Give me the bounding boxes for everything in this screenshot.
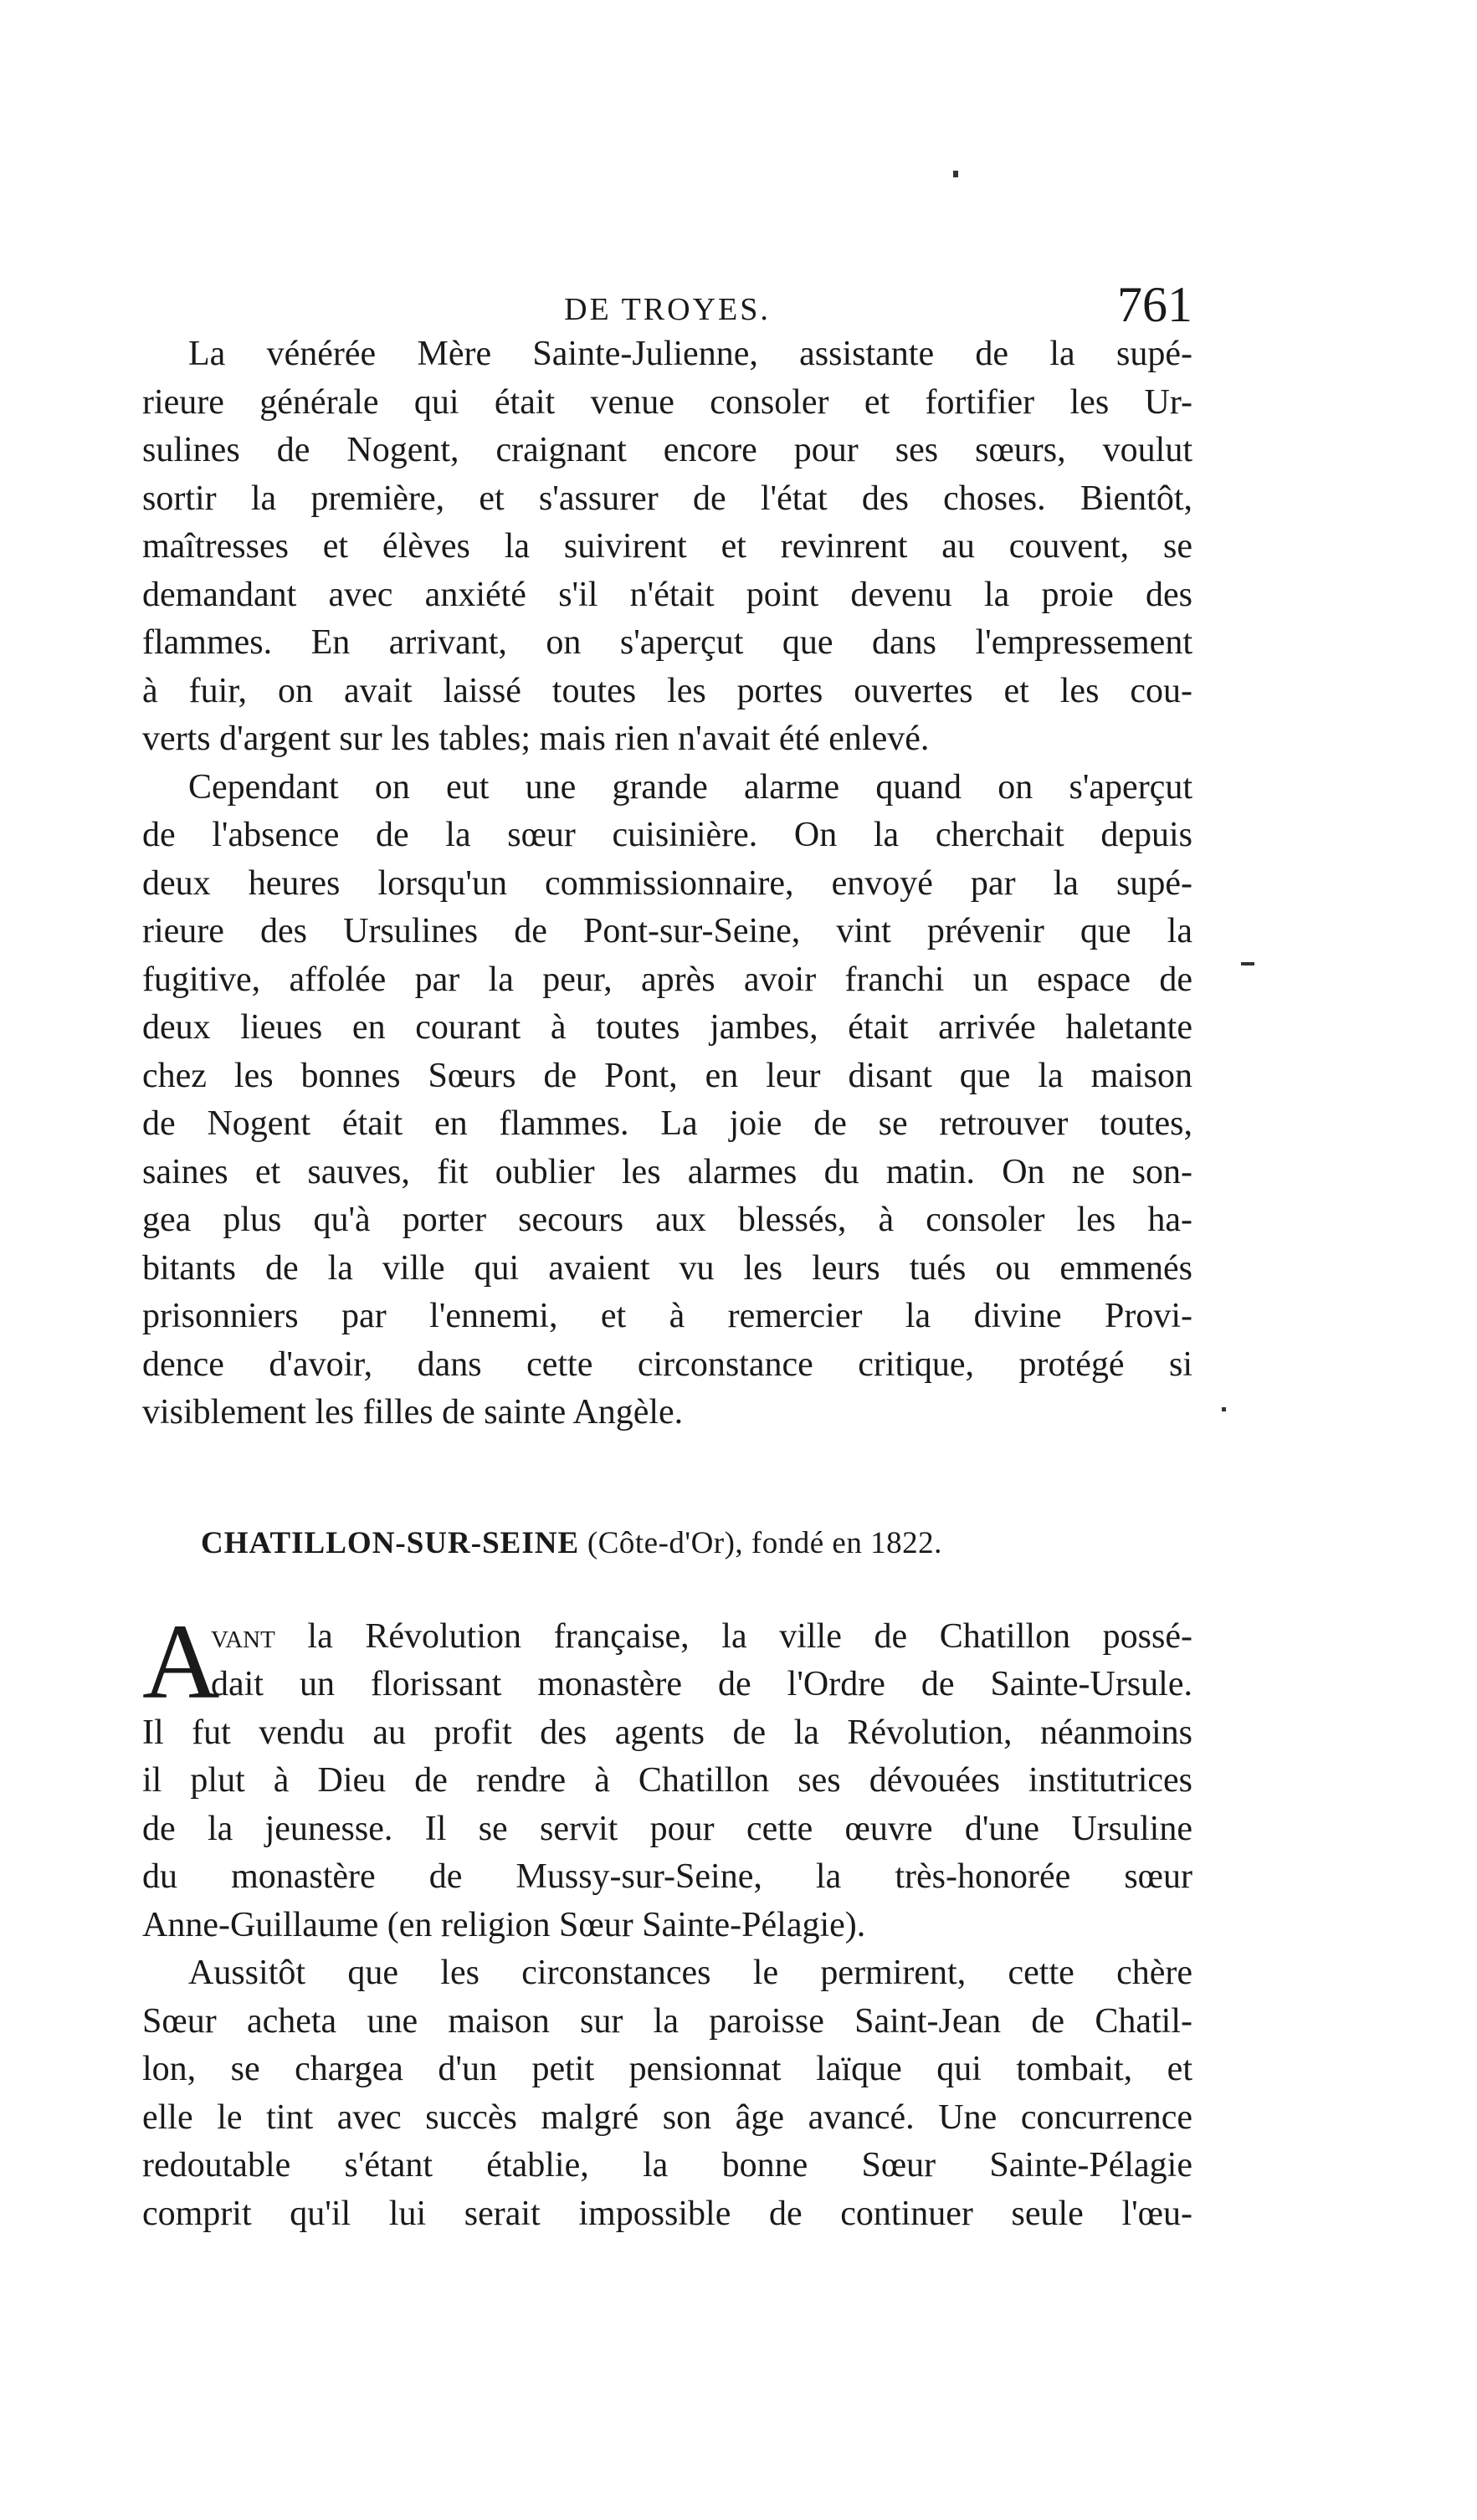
text-line: demandant avec anxiété s'il n'était point devenu la proie des <box>142 575 1192 614</box>
text-line: fugitive, affolée par la peur, après avoir franchi un espace de <box>142 960 1192 999</box>
text-line: dence d'avoir, dans cette circonstance critique, protégé si <box>142 1345 1192 1384</box>
text-line: prisonniers par l'ennemi, et à remercier la divine Provi- <box>142 1297 1192 1335</box>
text-line: lon, se chargea d'un petit pensionnat laïque qui tombait, et <box>142 2050 1192 2088</box>
paragraph <box>142 764 1192 1437</box>
ink-speck <box>953 171 958 177</box>
text-line: du monastère de Mussy-sur-Seine, la très-honorée sœur <box>142 1857 1192 1896</box>
text-line: Aussitôt que les circonstances le permirent, cette chère <box>188 1954 1192 1992</box>
text-line: verts d'argent sur les tables; mais rien n'avait été enlevé. <box>142 720 930 758</box>
text-line: rieure générale qui était venue consoler et fortifier les Ur- <box>142 382 1192 422</box>
text-line: saines et sauves, fit oublier les alarmes du matin. On ne son- <box>142 1152 1192 1191</box>
text-line: de l'absence de la sœur cuisinière. On la cherchait depuis <box>142 816 1192 854</box>
text-run: la Révolution française, la ville de Chatillon possé- <box>274 1616 1192 1656</box>
text-line <box>142 1613 1192 1662</box>
paragraph <box>142 1949 1192 2238</box>
text-line: deux lieues en courant à toutes jambes, était arrivée haletante <box>142 1008 1192 1047</box>
paragraph <box>142 330 1192 764</box>
text-line: La vénérée Mère Sainte-Julienne, assistante de la supé- <box>188 335 1192 373</box>
text-line: Sœur acheta une maison sur la paroisse Saint-Jean de Chatil- <box>142 2001 1192 2041</box>
text-line: de Nogent était en flammes. La joie de se retrouver toutes, <box>142 1104 1192 1143</box>
drop-cap: A <box>142 1601 220 1721</box>
text-line: Cependant on eut une grande alarme quand on s'aperçut <box>188 767 1192 807</box>
text-line: redoutable s'étant établie, la bonne Sœur Sainte-Pélagie <box>142 2146 1192 2185</box>
text-line: deux heures lorsqu'un commissionnaire, envoyé par la supé- <box>142 863 1192 903</box>
text-line: il plut à Dieu de rendre à Chatillon ses dévouées institutrices <box>142 1761 1192 1800</box>
body-text <box>142 330 1192 2238</box>
text-line: visiblement les filles de sainte Angèle. <box>142 1393 684 1432</box>
text-line: de la jeunesse. Il se servit pour cette œuvre d'une Ursuline <box>142 1809 1192 1848</box>
text-line: dait un florissant monastère de l'Ordre de Sainte-Ursule. <box>211 1665 1192 1703</box>
text-line: elle le tint avec succès malgré son âge avancé. Une concurrence <box>142 2097 1192 2137</box>
text-line: Anne-Guillaume (en religion Sœur Sainte-Pélagie). <box>142 1905 866 1944</box>
text-line: sulines de Nogent, craignant encore pour ses sœurs, voulut <box>142 431 1192 469</box>
paragraph <box>142 1601 1192 1950</box>
section-heading-details: (Côte-d'Or), fondé en 1822. <box>579 1525 942 1560</box>
text-line: gea plus qu'à porter secours aux blessés, à consoler les ha- <box>142 1201 1192 1239</box>
ink-speck <box>1222 1407 1226 1411</box>
text-line: sortir la première, et s'assurer de l'état des choses. Bientôt, <box>142 479 1192 518</box>
running-title: DE TROYES. <box>564 292 771 327</box>
text-line: comprit qu'il lui serait impossible de continuer seule l'œu- <box>142 2194 1192 2233</box>
small-caps-word: vant <box>211 1616 275 1656</box>
text-line: Il fut vendu au profit des agents de la Révolution, néanmoins <box>142 1713 1192 1752</box>
spacer <box>142 1573 1192 1613</box>
section-heading-place: CHATILLON-SUR-SEINE <box>201 1525 580 1560</box>
section-heading <box>142 1514 1192 1573</box>
spacer <box>142 1437 1192 1514</box>
page-number: 761 <box>1117 277 1192 332</box>
text-line: chez les bonnes Sœurs de Pont, en leur disant que la maison <box>142 1056 1192 1095</box>
text-line: flammes. En arrivant, on s'aperçut que dans l'empressement <box>142 623 1192 662</box>
ink-speck <box>1241 962 1254 965</box>
text-line: bitants de la ville qui avaient vu les leurs tués ou emmenés <box>142 1248 1192 1288</box>
text-line: rieure des Ursulines de Pont-sur-Seine, vint prévenir que la <box>142 912 1192 950</box>
text-line: maîtresses et élèves la suivirent et revinrent au couvent, se <box>142 527 1192 566</box>
text-line: à fuir, on avait laissé toutes les portes ouvertes et les cou- <box>142 671 1192 710</box>
